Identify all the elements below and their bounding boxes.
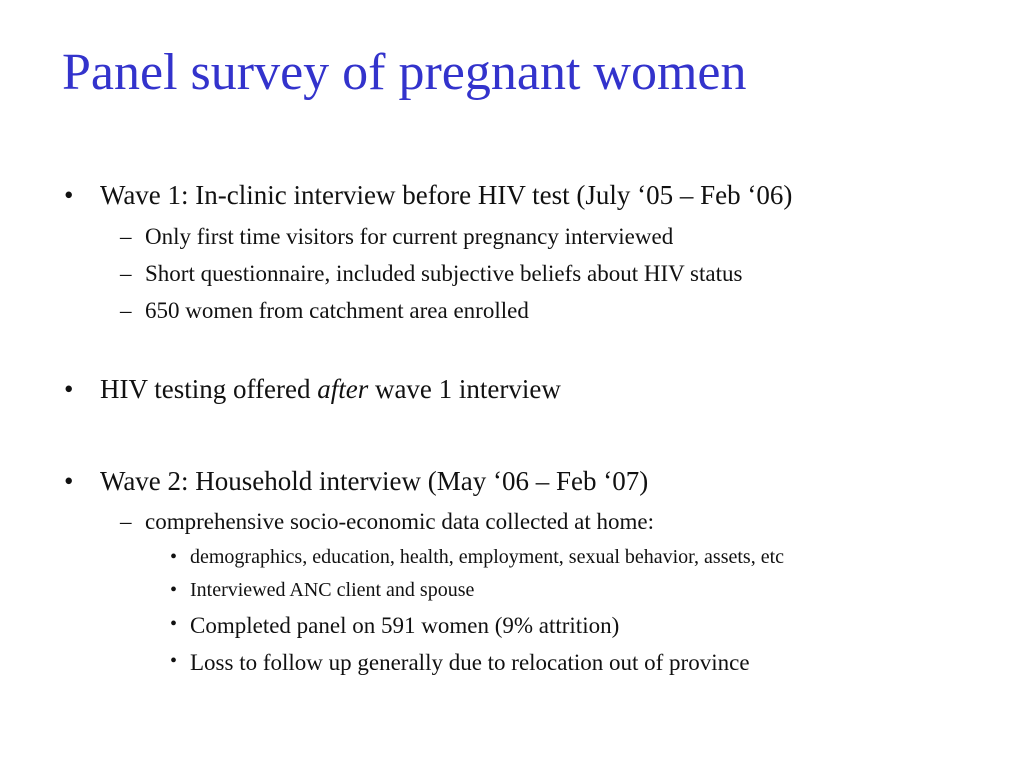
sub-sub-bullet-demographics: demographics, education, health, employment, sexual behavior, assets, etc <box>190 546 785 568</box>
dash-marker: – <box>120 509 132 534</box>
hiv-text-emphasis: after <box>317 374 369 404</box>
sub-sub-bullet-completed-panel: Completed panel on 591 women (9% attrition) <box>190 613 620 638</box>
small-bullet-marker: • <box>170 579 178 601</box>
bullet-marker: • <box>64 374 74 404</box>
sub-bullet-short-questionnaire: Short questionnaire, included subjective beliefs about HIV status <box>145 261 743 286</box>
dash-marker: – <box>120 298 132 323</box>
sub-bullet-650-women: 650 women from catchment area enrolled <box>145 298 529 323</box>
hiv-text-before: HIV testing offered <box>100 374 318 404</box>
sub-sub-bullet-loss-to-follow-up: Loss to follow up generally due to relocation out of province <box>190 650 750 675</box>
bullet-marker: • <box>64 180 74 210</box>
slide-title: Panel survey of pregnant women <box>62 44 747 101</box>
bullet-wave1: Wave 1: In-clinic interview before HIV test (July ‘05 – Feb ‘06) <box>100 180 793 210</box>
bullet-wave2: Wave 2: Household interview (May ‘06 – Feb ‘07) <box>100 466 649 496</box>
sub-bullet-socio-economic-data: comprehensive socio-economic data collected at home: <box>145 509 654 534</box>
small-bullet-marker: • <box>170 613 178 635</box>
bullet-marker: • <box>64 466 74 496</box>
hiv-text-after: wave 1 interview <box>368 374 561 404</box>
dash-marker: – <box>120 261 132 286</box>
small-bullet-marker: • <box>170 546 178 568</box>
bullet-hiv-testing <box>100 374 561 405</box>
dash-marker: – <box>120 224 132 249</box>
sub-sub-bullet-anc-client: Interviewed ANC client and spouse <box>190 579 475 601</box>
small-bullet-marker: • <box>170 650 178 672</box>
sub-bullet-first-time-visitors: Only first time visitors for current pregnancy interviewed <box>145 224 674 249</box>
